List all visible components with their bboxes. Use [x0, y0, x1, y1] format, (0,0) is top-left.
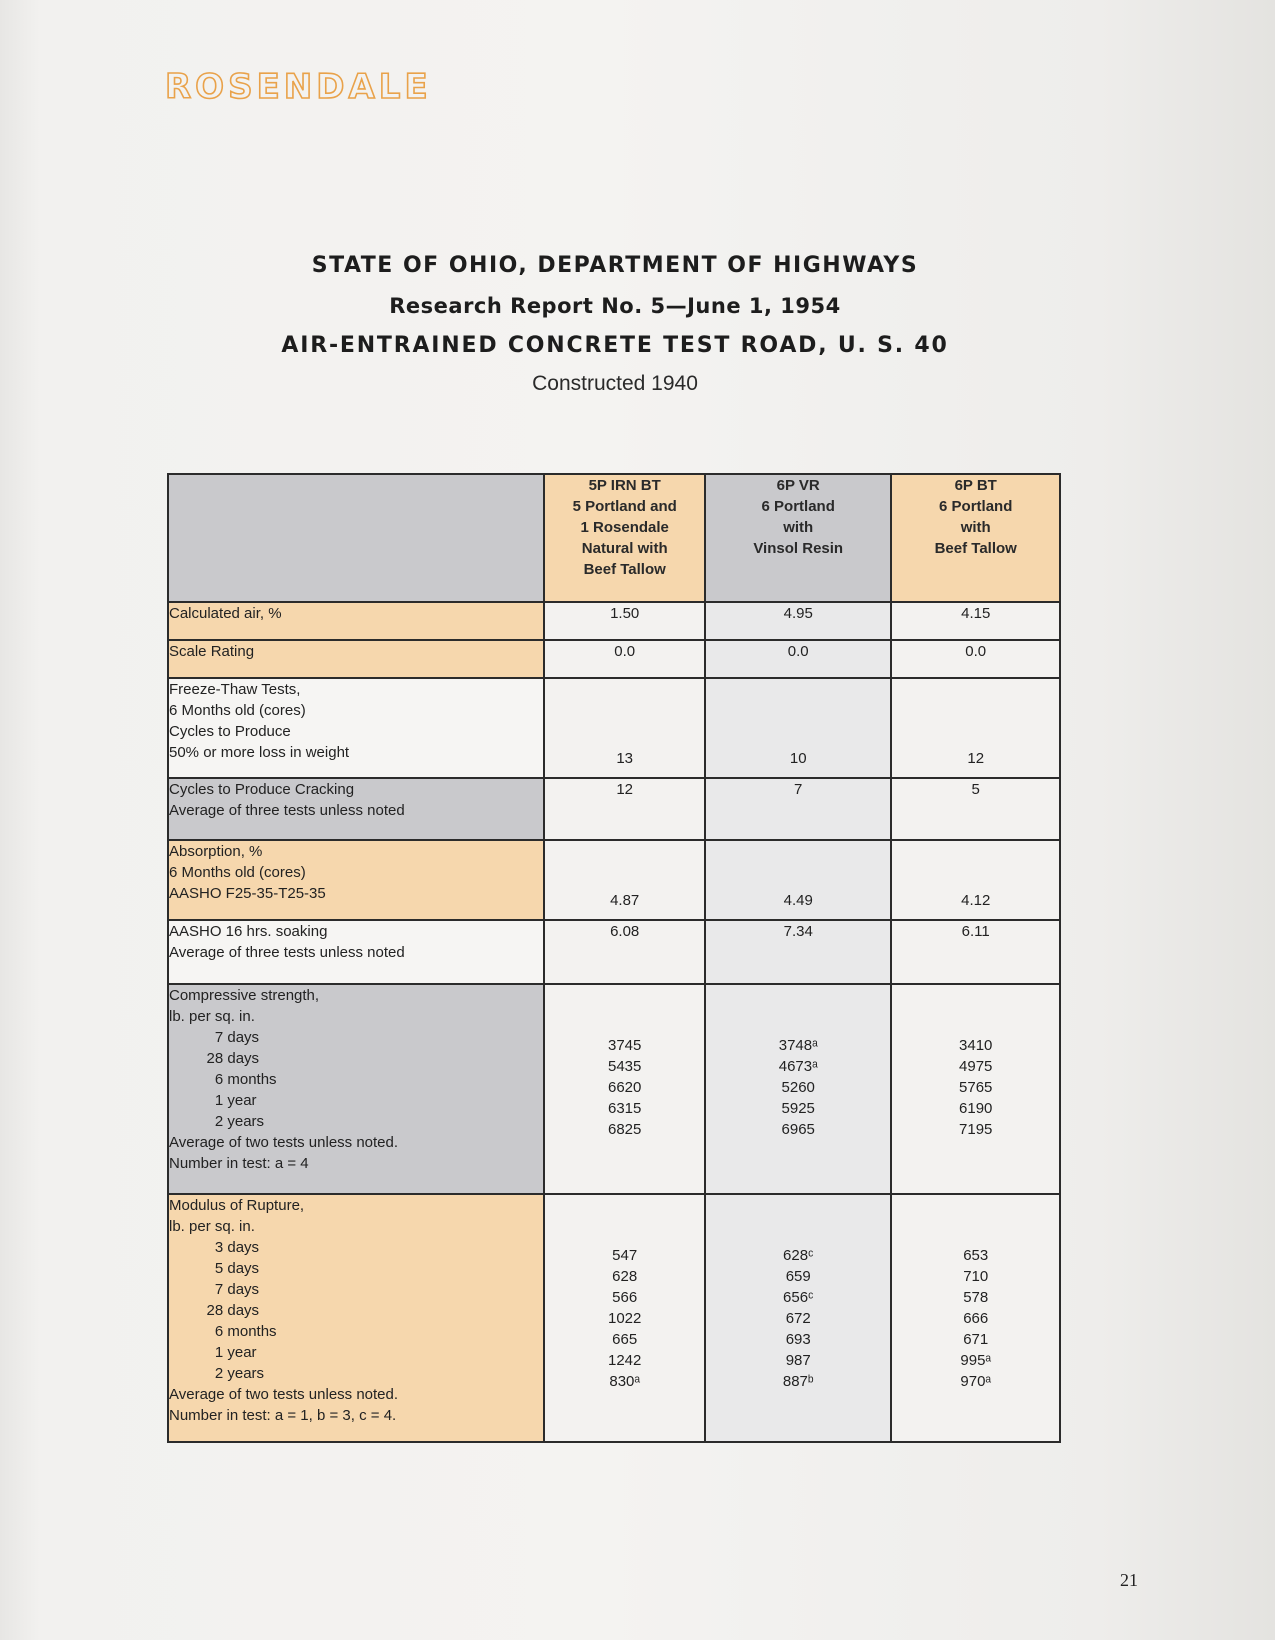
table-row — [168, 1194, 1060, 1442]
row-label-modulus-of-rupture: Modulus of Rupture, lb. per sq. in. 3 days 5 days 7 days 28 days 6 months 1 year 2 years Average of two tests unless noted. Number in test: a = 1, b = 3, c = 4. — [168, 1194, 544, 1442]
table-cell: 3745 5435 6620 6315 6825 — [544, 984, 705, 1194]
table-cell: 5 — [891, 778, 1060, 840]
table-row — [168, 778, 1060, 840]
table-cell: 3748ᵃ 4673ᵃ 5260 5925 6965 — [705, 984, 891, 1194]
page-number: 21 — [1120, 1570, 1138, 1590]
table-cell: 12 — [544, 778, 705, 840]
heading-report: Research Report No. 5—June 1, 1954 — [389, 294, 841, 318]
table-cell: 12 — [891, 678, 1060, 778]
table-cell: 10 — [705, 678, 891, 778]
heading-constructed: Constructed 1940 — [532, 372, 698, 395]
table-cell: 3410 4975 5765 6190 7195 — [891, 984, 1060, 1194]
table-cell: 547 628 566 1022 665 1242 830ᵃ — [544, 1194, 705, 1442]
heading-department: STATE OF OHIO, DEPARTMENT OF HIGHWAYS — [311, 253, 919, 278]
table-row — [168, 602, 1060, 640]
row-label-calculated-air: Calculated air, % — [168, 602, 544, 640]
table-cell: 6.08 — [544, 920, 705, 984]
header-blank-cell — [168, 474, 544, 602]
table-cell: 13 — [544, 678, 705, 778]
table-header-row — [168, 474, 1060, 602]
row-label-cycles-cracking: Cycles to Produce Cracking Average of three tests unless noted — [168, 778, 544, 840]
row-label-compressive-strength: Compressive strength, lb. per sq. in. 7 days 28 days 6 months 1 year 2 years Average of two tests unless noted. Number in test: a = 4 — [168, 984, 544, 1194]
table-row — [168, 920, 1060, 984]
results-table — [167, 473, 1061, 1443]
row-label-aasho-soaking: AASHO 16 hrs. soaking Average of three tests unless noted — [168, 920, 544, 984]
table-cell: 0.0 — [891, 640, 1060, 678]
table-cell: 4.15 — [891, 602, 1060, 640]
brand-logo: ROSENDALE — [165, 67, 432, 107]
table-cell: 1.50 — [544, 602, 705, 640]
row-label-freeze-thaw: Freeze-Thaw Tests, 6 Months old (cores) Cycles to Produce 50% or more loss in weight — [168, 678, 544, 778]
table-cell: 7 — [705, 778, 891, 840]
table-cell: 4.87 — [544, 840, 705, 920]
table-cell: 0.0 — [544, 640, 705, 678]
table-cell: 4.95 — [705, 602, 891, 640]
row-label-absorption: Absorption, % 6 Months old (cores) AASHO F25-35-T25-35 — [168, 840, 544, 920]
column-header-5p-irn-bt: 5P IRN BT 5 Portland and 1 Rosendale Natural with Beef Tallow — [544, 474, 705, 602]
row-label-scale-rating: Scale Rating — [168, 640, 544, 678]
table-cell: 628ᶜ 659 656ᶜ 672 693 987 887ᵇ — [705, 1194, 891, 1442]
heading-test-road: AIR-ENTRAINED CONCRETE TEST ROAD, U. S. 40 — [281, 333, 949, 358]
table-cell: 4.49 — [705, 840, 891, 920]
table-row — [168, 984, 1060, 1194]
column-header-6p-vr: 6P VR 6 Portland with Vinsol Resin — [705, 474, 891, 602]
table-cell: 6.11 — [891, 920, 1060, 984]
table-row — [168, 640, 1060, 678]
table-row — [168, 840, 1060, 920]
column-header-6p-bt: 6P BT 6 Portland with Beef Tallow — [891, 474, 1060, 602]
table-cell: 653 710 578 666 671 995ᵃ 970ᵃ — [891, 1194, 1060, 1442]
table-row — [168, 678, 1060, 778]
table-cell: 0.0 — [705, 640, 891, 678]
table-cell: 7.34 — [705, 920, 891, 984]
table-cell: 4.12 — [891, 840, 1060, 920]
